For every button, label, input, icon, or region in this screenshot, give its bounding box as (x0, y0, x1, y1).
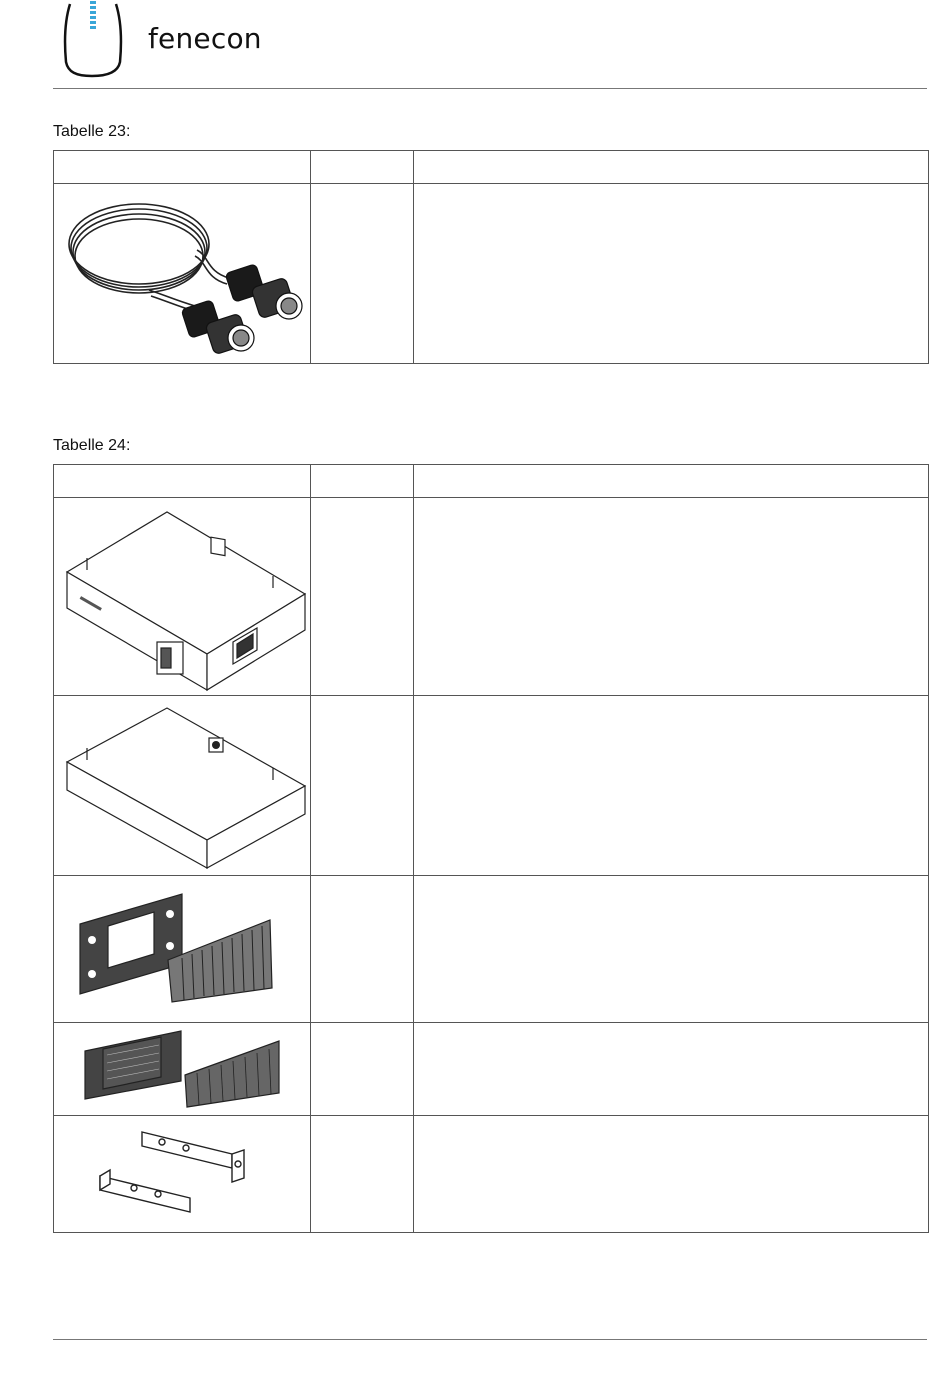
battery-module-with-handles-icon (57, 502, 307, 692)
fenecon-logo-icon (62, 0, 124, 78)
table-row (54, 184, 929, 364)
brand-name: fenecon (148, 22, 262, 55)
image-cell (54, 1116, 311, 1233)
table-row (54, 1116, 929, 1233)
header-rule (53, 88, 927, 89)
table-header-cell (311, 151, 414, 184)
table-header-cell (311, 465, 414, 498)
table-cell (414, 876, 929, 1023)
table-cell (311, 498, 414, 696)
table-header-cell (54, 465, 311, 498)
table-cell (311, 696, 414, 876)
table-cell (311, 1116, 414, 1233)
image-cell (54, 696, 311, 876)
cover-plate-and-grille-large-icon (72, 884, 292, 1014)
table-header-cell (414, 465, 929, 498)
table-header-row (54, 151, 929, 184)
table-cell (311, 1023, 414, 1116)
image-cell (54, 498, 311, 696)
image-cell (54, 1023, 311, 1116)
table-header-row (54, 465, 929, 498)
table-cell (414, 184, 929, 364)
table-caption: Tabelle 24: (53, 437, 131, 454)
table-cell (311, 876, 414, 1023)
table-23 (53, 150, 929, 364)
table-header-cell (54, 151, 311, 184)
table-cell (414, 696, 929, 876)
table-caption: Tabelle 23: (53, 123, 131, 140)
table-row (54, 498, 929, 696)
table-row (54, 696, 929, 876)
footer-rule (53, 1339, 927, 1340)
table-cell (311, 184, 414, 364)
table-cell (414, 1023, 929, 1116)
battery-module-icon (57, 700, 307, 872)
cover-plate-and-grille-small-icon (77, 1027, 287, 1111)
table-row (54, 1023, 929, 1116)
image-cell (54, 876, 311, 1023)
table-24 (53, 464, 929, 1233)
table-row (54, 876, 929, 1023)
coiled-cable-with-connectors-icon (57, 186, 307, 361)
table-cell (414, 498, 929, 696)
mounting-brackets-icon (82, 1124, 282, 1224)
table-header-cell (414, 151, 929, 184)
table-cell (414, 1116, 929, 1233)
image-cell (54, 184, 311, 364)
